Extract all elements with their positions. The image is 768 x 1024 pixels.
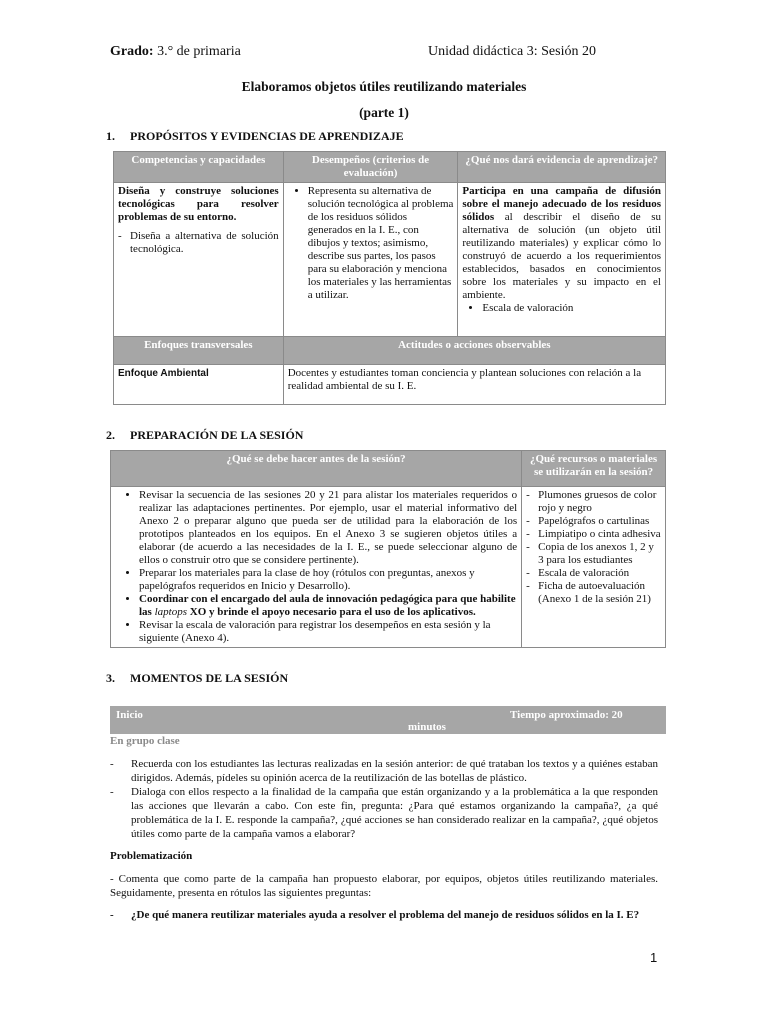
- section1-title: PROPÓSITOS Y EVIDENCIAS DE APRENDIZAJE: [130, 129, 404, 143]
- inicio-bullet-2: - Dialoga con ellos respecto a la finalidad de la campaña que están organizando y a la problemática a la que responden las acciones que llevarán a cabo. Con este fin, pregunta: ¿Para qué estamos organizando la campaña?, ¿a qué problemática de la I. E. responde la campaña?, ¿qué acciones se han considerado realizar en la campaña?, ¿qué objetos útiles como parte de la campaña vamos a elaborar?: [110, 785, 658, 841]
- inicio-bullets: [110, 757, 658, 841]
- preparation-table: [110, 450, 666, 648]
- grade-label: [110, 44, 241, 60]
- col-competencias: Competencias y capacidades: [114, 152, 284, 183]
- section3-number: 3.: [106, 671, 115, 685]
- antes-item-3: [139, 593, 517, 619]
- tiempo-label: Tiempo aproximado: 20: [510, 709, 623, 721]
- antes-item-3-b: laptops: [154, 606, 187, 618]
- capacidad-item: - Diseña a alternativa de solución tecnológica.: [118, 230, 279, 256]
- antes-cell: [111, 487, 522, 648]
- recursos-list: [526, 489, 661, 606]
- antes-item-1: • Revisar la secuencia de las sesiones 20 y 21 para alistar los materiales requeridos o realizar las adaptaciones pertinentes. Por ejemplo, usar el material informativo del Anexo 2 o preparar alguno que pueda ser de utilidad para la elaboración de los prototipos planteados en los equipos. En el Anexo 3 se sugieren objetos útiles a elaborar (de acuerdo a las necesidades de la I. E., se puede seleccionar alguno de ellos o construir otro que se considere pertinente).: [139, 489, 517, 567]
- problematizacion-heading: Problematización: [110, 850, 193, 862]
- antes-item-4: • Revisar la escala de valoración para registrar los desempeños en esta sesión y la siguiente (Anexo 4).: [139, 619, 517, 645]
- recurso-item: - Plumones gruesos de color rojo y negro: [526, 489, 661, 515]
- grade-key: Grado:: [110, 44, 154, 59]
- recurso-item: - Escala de valoración: [526, 567, 661, 580]
- grupo-clase: En grupo clase: [110, 735, 180, 747]
- col-actitudes: Actitudes o acciones observables: [283, 337, 665, 365]
- competencia-text: Diseña y construye soluciones tecnológicas para resolver problemas de su entorno.: [118, 185, 279, 223]
- evidencia-bold: Participa en una campaña de difusión sobre el manejo adecuado de los residuos sólidos: [462, 185, 661, 223]
- section2-heading: [106, 428, 303, 443]
- pregunta-item: - ¿De qué manera reutilizar materiales ayuda a resolver el problema del manejo de residuos sólidos en la I. E?: [110, 908, 658, 922]
- inicio-list: [110, 757, 658, 841]
- evidencia-list: [462, 302, 661, 315]
- recurso-item: - Copia de los anexos 1, 2 y 3 para los estudiantes: [526, 541, 661, 567]
- antes-list: [115, 489, 517, 645]
- recurso-item: - Papelógrafos o cartulinas: [526, 515, 661, 528]
- evidencia-cell: [458, 183, 666, 337]
- unit-session: Unidad didáctica 3: Sesión 20: [428, 44, 596, 59]
- recurso-item: - Ficha de autoevaluación (Anexo 1 de la sesión 21): [526, 580, 661, 606]
- page-title: Elaboramos objetos útiles reutilizando materiales: [241, 79, 527, 94]
- evidencia-item: • Escala de valoración: [482, 302, 661, 315]
- col-evidencia: ¿Qué nos dará evidencia de aprendizaje?: [458, 152, 666, 183]
- competencia-cell: [114, 183, 284, 337]
- inicio-label: Inicio: [116, 709, 143, 721]
- section3-heading: [106, 671, 288, 686]
- inicio-bar: [110, 706, 666, 734]
- purposes-table: [113, 151, 666, 405]
- minutos-label: minutos: [408, 721, 446, 733]
- page-subtitle: (parte 1): [359, 105, 409, 120]
- capacidad-list: [118, 230, 279, 256]
- col-recursos: ¿Qué recursos o materiales se utilizarán en la sesión?: [522, 451, 666, 487]
- desempeno-item: • Representa su alternativa de solución tecnológica al problema de los residuos sólidos generados en la I. E., con dibujos y textos; asimismo, describe sus partes, los pasos para su elaboración y menciona los materiales y las herramientas a utilizar.: [308, 185, 454, 302]
- col-antes: ¿Qué se debe hacer antes de la sesión?: [111, 451, 522, 487]
- enfoque-cell: Enfoque Ambiental: [114, 365, 284, 405]
- actitud-cell: Docentes y estudiantes toman conciencia y plantean soluciones con relación a la realidad ambiental de su I. E.: [283, 365, 665, 405]
- pregunta-list: [110, 908, 658, 922]
- section1-heading: [106, 129, 404, 144]
- col-desempenos: Desempeños (criterios de evaluación): [283, 152, 458, 183]
- grade-value: 3.° de primaria: [157, 44, 241, 59]
- desempeno-cell: [283, 183, 458, 337]
- section2-title: PREPARACIÓN DE LA SESIÓN: [130, 428, 304, 442]
- recurso-item: - Limpiatipo o cinta adhesiva: [526, 528, 661, 541]
- antes-item-3-a: Coordinar con el encargado del aula de innovación pedagógica para que habilite las: [139, 593, 516, 618]
- inicio-bullet-1: - Recuerda con los estudiantes las lecturas realizadas en la sesión anterior: de qué trataban los textos y a quiénes estaban dirigidos. Además, pídeles su opinión acerca de la reutilización de las botellas de plástico.: [110, 757, 658, 785]
- pregunta-block: [110, 908, 658, 922]
- section3-title: MOMENTOS DE LA SESIÓN: [130, 671, 289, 685]
- col-enfoques: Enfoques transversales: [114, 337, 284, 365]
- antes-item-2: • Preparar los materiales para la clase de hoy (rótulos con preguntas, anexos y papelógrafos requeridos en Inicio y Desarrollo).: [139, 567, 517, 593]
- recursos-cell: [522, 487, 666, 648]
- desempeno-list: [288, 185, 454, 302]
- page-number: 1: [650, 950, 658, 965]
- section1-number: 1.: [106, 129, 115, 143]
- section2-number: 2.: [106, 428, 115, 442]
- evidencia-text: al describir el diseño de su alternativa de solución (un objeto útil reutilizando materiales) y explicar cómo lo construyó de acuerdo a los requerimientos establecidos, basados en conocimientos sobre los materiales y su impacto en el ambiente.: [462, 211, 661, 301]
- problematizacion-text: - Comenta que como parte de la campaña han propuesto elaborar, por equipos, objetos útiles reutilizando materiales. Seguidamente, presenta en rótulos las siguientes preguntas:: [110, 873, 658, 899]
- antes-item-3-c: XO y brinde el apoyo necesario para el uso de los aplicativos.: [187, 606, 476, 618]
